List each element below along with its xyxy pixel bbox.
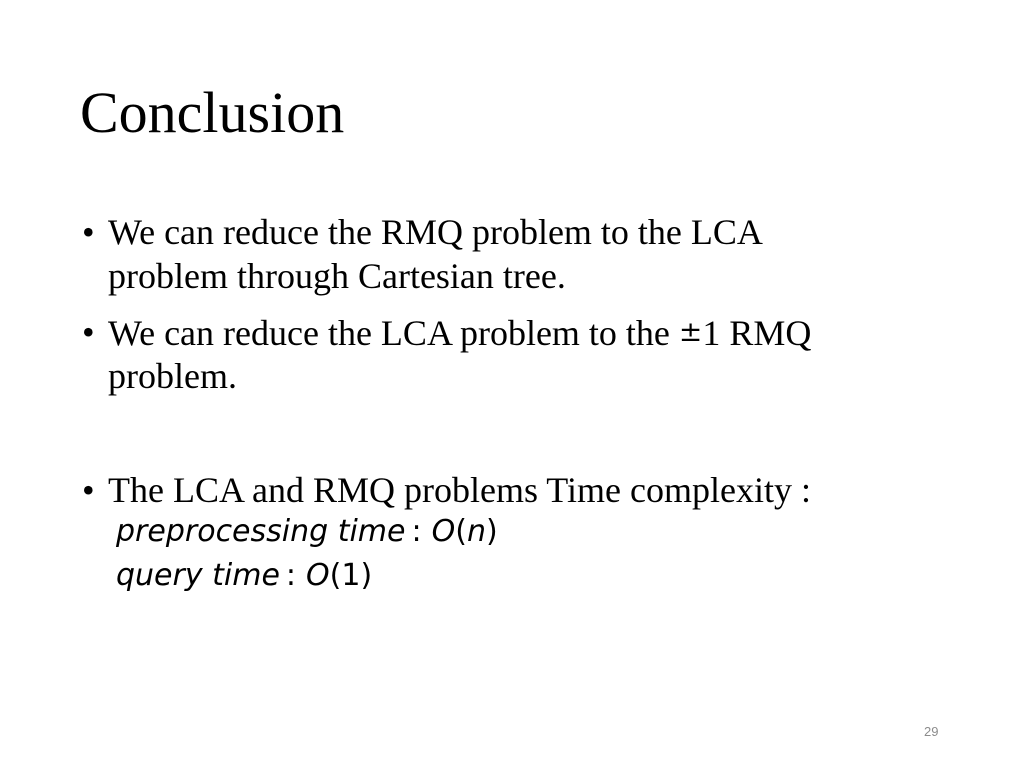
bullet-line: We can reduce the RMQ problem to the LCA	[108, 212, 763, 252]
formula-colon: :	[411, 514, 422, 549]
formula-function: O	[431, 514, 456, 549]
preprocessing-time-formula	[116, 512, 498, 552]
query-time-formula	[116, 556, 372, 596]
formula-paren: (	[455, 514, 467, 549]
bullet-text	[108, 310, 811, 398]
bullet-text-segment: 1 RMQ	[702, 313, 812, 353]
slide-title: Conclusion	[80, 80, 345, 145]
bullet-line: The LCA and RMQ problems Time complexity :	[108, 470, 811, 510]
bullet-text	[108, 210, 763, 298]
formula-function: O	[306, 558, 330, 593]
formula-paren: (	[329, 558, 342, 593]
formula-paren: )	[360, 558, 373, 593]
page-number: 29	[924, 724, 939, 739]
bullet-line: problem through Cartesian tree.	[108, 256, 566, 296]
bullet-text	[108, 468, 811, 512]
formula-argument: 1	[341, 558, 361, 593]
bullet-dot: •	[82, 312, 95, 352]
formula-label: preprocessing time	[116, 514, 406, 549]
formula-paren: )	[485, 514, 498, 549]
bullet-dot: •	[82, 470, 95, 510]
bullet-dot: •	[82, 212, 95, 252]
formula-argument: n	[466, 514, 486, 549]
bullet-line	[108, 310, 811, 354]
bullet-line: problem.	[108, 356, 237, 396]
bullet-text-segment: We can reduce the LCA problem to the	[108, 313, 679, 353]
formula-label: query time	[116, 558, 280, 593]
formula-colon: :	[285, 558, 297, 593]
plus-minus-symbol: ±	[678, 315, 703, 348]
